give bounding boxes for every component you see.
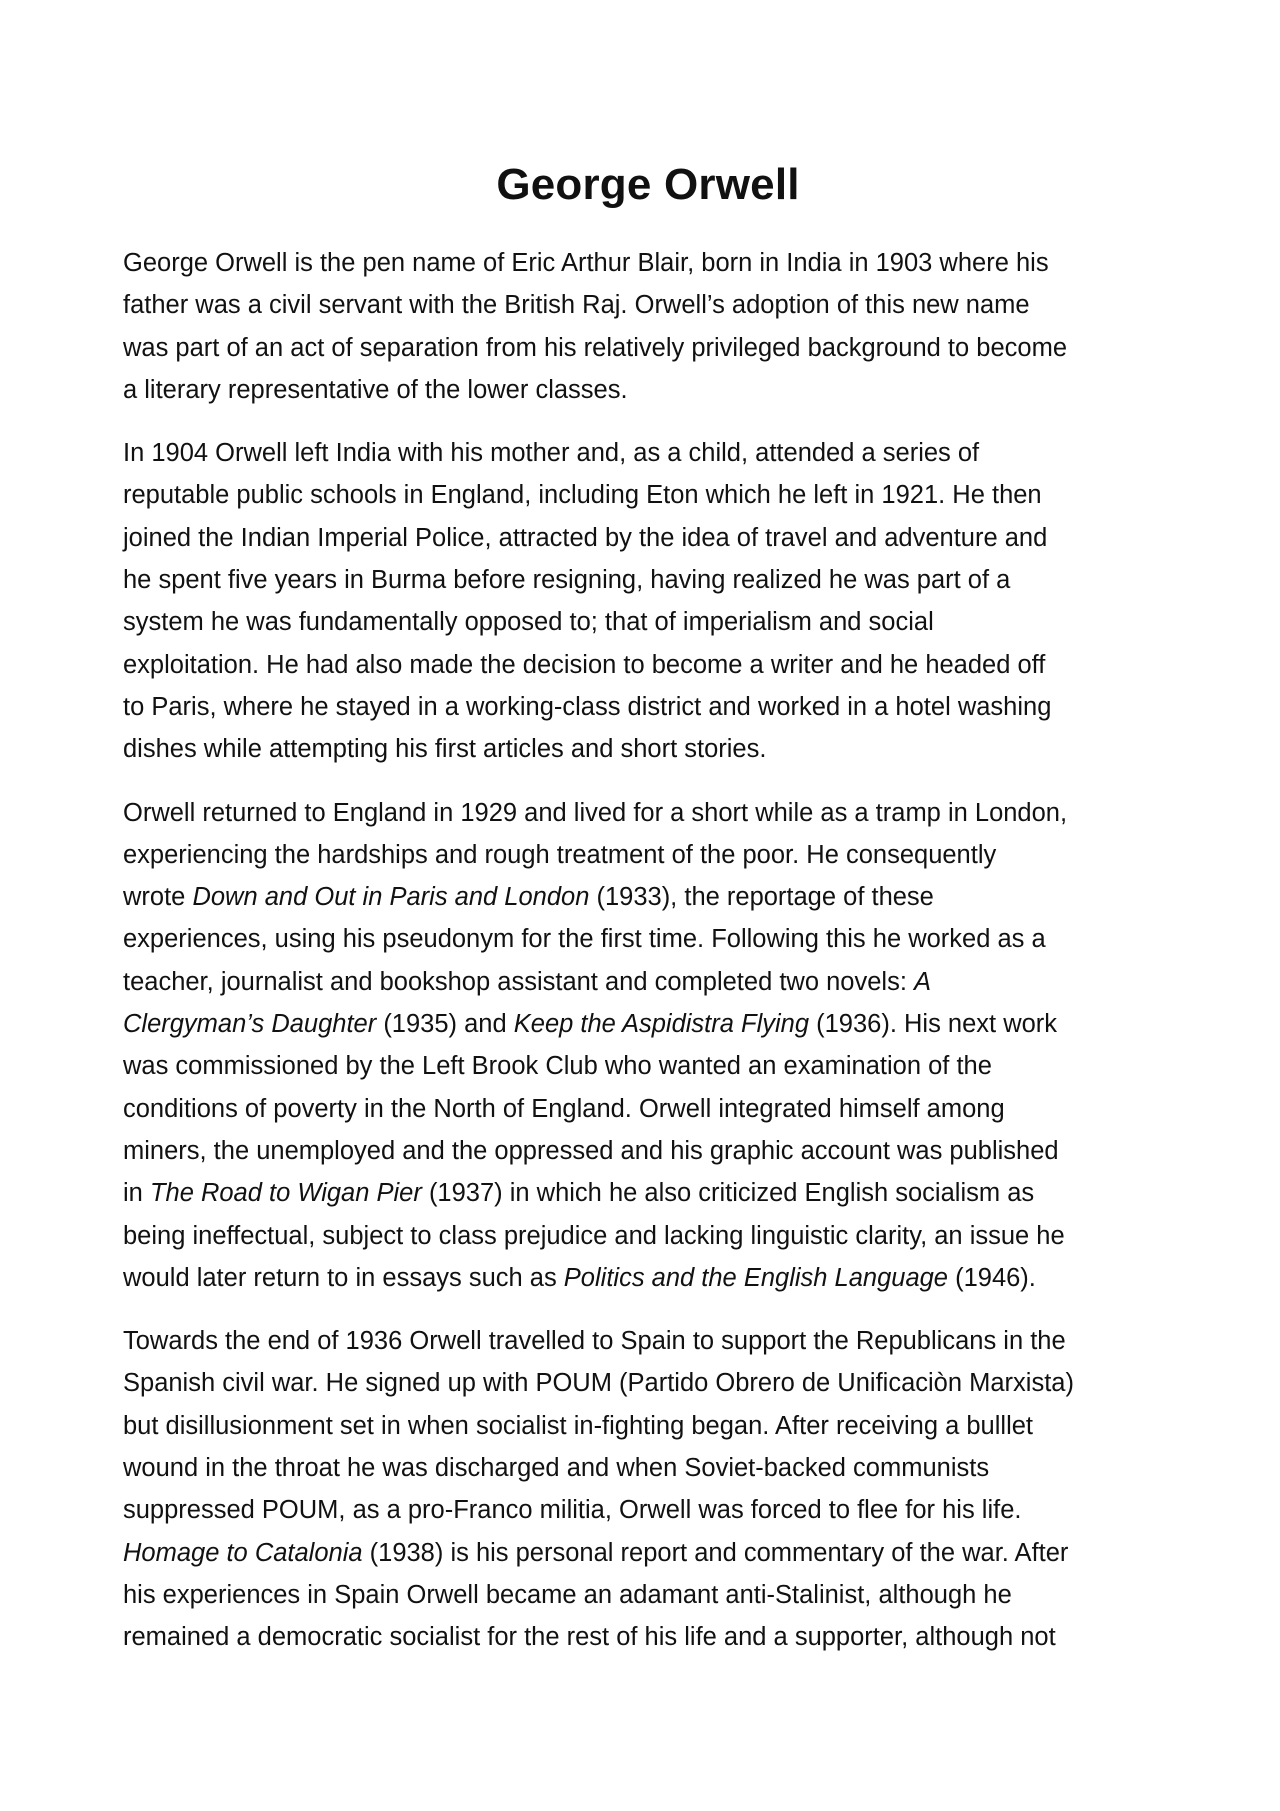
text-line: a literary representative of the lower classes. bbox=[123, 375, 628, 404]
text-line bbox=[123, 876, 1173, 918]
text-line bbox=[123, 1532, 1173, 1574]
text-segment: wrote bbox=[123, 883, 193, 912]
text-line: remained a democratic socialist for the rest of his life and a supporter, although not bbox=[123, 1623, 1056, 1652]
text-line: wound in the throat he was discharged and when Soviet-backed communists bbox=[123, 1454, 990, 1483]
text-line: Spanish civil war. He signed up with POUM (Partido Obrero de Unificaciòn Marxista) bbox=[123, 1369, 1074, 1398]
text-line: miners, the unemployed and the oppressed and his graphic account was published bbox=[123, 1136, 1059, 1165]
italic-title: Down and Out in Paris and London bbox=[192, 883, 590, 912]
text-segment: (1938) is his personal report and commentary of the war. After bbox=[362, 1538, 1069, 1567]
text-line: to Paris, where he stayed in a working-class district and worked in a hotel washing bbox=[123, 692, 1052, 721]
paragraph bbox=[123, 792, 1173, 1300]
italic-title: Keep the Aspidistra Flying bbox=[513, 1010, 810, 1039]
text-line: reputable public schools in England, including Eton which he left in 1921. He then bbox=[123, 481, 1042, 510]
text-segment: (1933), the reportage of these bbox=[589, 883, 934, 912]
text-line: experiencing the hardships and rough treatment of the poor. He consequently bbox=[123, 840, 997, 869]
text-segment: (1936). His next work bbox=[809, 1010, 1058, 1039]
text-line: dishes while attempting his first articles and short stories. bbox=[123, 735, 767, 764]
text-line: Towards the end of 1936 Orwell travelled to Spain to support the Republicans in the bbox=[123, 1327, 1066, 1356]
text-line: was commissioned by the Left Brook Club who wanted an examination of the bbox=[123, 1052, 992, 1081]
text-line: father was a civil servant with the British Raj. Orwell’s adoption of this new name bbox=[123, 291, 1030, 320]
text-line: being ineffectual, subject to class prejudice and lacking linguistic clarity, an issue he bbox=[123, 1221, 1065, 1250]
text-line bbox=[123, 1172, 1173, 1214]
document-body bbox=[123, 242, 1173, 1659]
italic-title: Politics and the English Language bbox=[563, 1263, 948, 1292]
italic-title: Homage to Catalonia bbox=[123, 1538, 363, 1567]
text-line: suppressed POUM, as a pro-Franco militia, Orwell was forced to flee for his life. bbox=[123, 1496, 1022, 1525]
text-line: exploitation. He had also made the decision to become a writer and he headed off bbox=[123, 650, 1046, 679]
text-line: was part of an act of separation from his relatively privileged background to become bbox=[123, 333, 1067, 362]
text-line: In 1904 Orwell left India with his mother and, as a child, attended a series of bbox=[123, 439, 980, 468]
italic-title: Clergyman’s Daughter bbox=[123, 1010, 377, 1039]
italic-title: A bbox=[914, 967, 932, 996]
text-segment: teacher, journalist and bookshop assistant and completed two novels: bbox=[123, 967, 914, 996]
text-segment: (1935) and bbox=[376, 1010, 514, 1039]
text-line bbox=[123, 1003, 1173, 1045]
document-page bbox=[123, 150, 1173, 1680]
text-line: joined the Indian Imperial Police, attracted by the idea of travel and adventure and bbox=[123, 523, 1048, 552]
text-line: he spent five years in Burma before resigning, having realized he was part of a bbox=[123, 566, 1011, 595]
text-line: but disillusionment set in when socialist in-fighting began. After receiving a bulllet bbox=[123, 1411, 1034, 1440]
italic-title: The Road to Wigan Pier bbox=[149, 1179, 422, 1208]
text-line: his experiences in Spain Orwell became an adamant anti-Stalinist, although he bbox=[123, 1580, 1012, 1609]
text-segment: (1946). bbox=[948, 1263, 1036, 1292]
text-line: system he was fundamentally opposed to; that of imperialism and social bbox=[123, 608, 934, 637]
text-line: conditions of poverty in the North of England. Orwell integrated himself among bbox=[123, 1094, 1005, 1123]
text-line bbox=[123, 1257, 1173, 1299]
text-line: Orwell returned to England in 1929 and lived for a short while as a tramp in London, bbox=[123, 798, 1068, 827]
text-line bbox=[123, 961, 1173, 1003]
page-title: George Orwell bbox=[496, 160, 800, 209]
text-line: George Orwell is the pen name of Eric Arthur Blair, born in India in 1903 where his bbox=[123, 249, 1049, 277]
paragraph bbox=[123, 1320, 1173, 1658]
paragraph bbox=[123, 242, 1173, 411]
text-segment: in bbox=[123, 1179, 150, 1208]
paragraph bbox=[123, 432, 1173, 770]
text-segment: (1937) in which he also criticized English socialism as bbox=[421, 1179, 1035, 1208]
text-line: experiences, using his pseudonym for the first time. Following this he worked as a bbox=[123, 925, 1046, 954]
text-segment: would later return to in essays such as bbox=[123, 1263, 564, 1292]
